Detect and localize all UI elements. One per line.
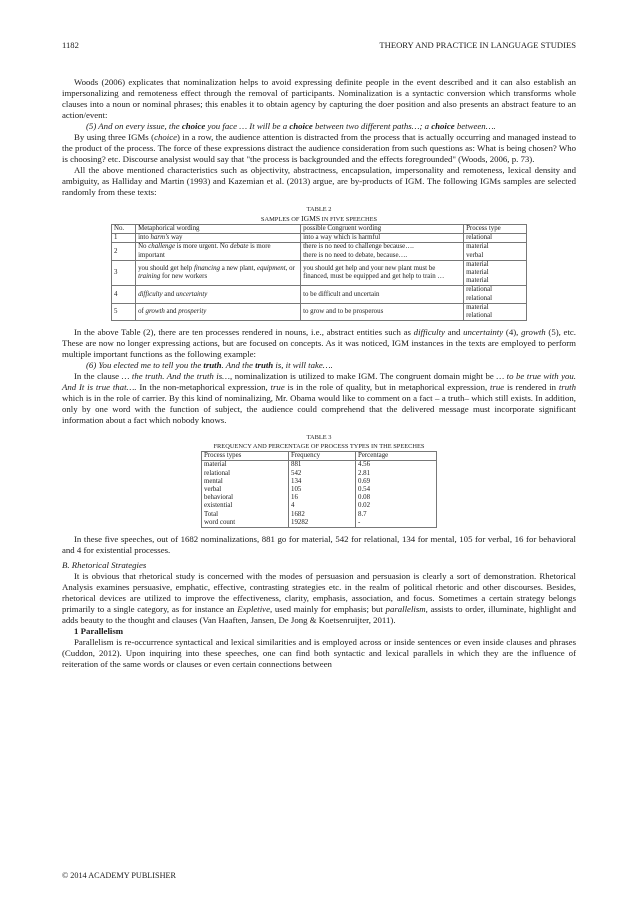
process-type: behavioral [202, 494, 289, 502]
row-number: 4 [112, 286, 136, 303]
frequency: 4 [289, 502, 356, 510]
total-label: Total [202, 511, 289, 519]
table-row [112, 286, 527, 303]
process-type: material relational [464, 303, 527, 320]
example-6: (6) You elected me to tell you the truth. And the truth is, it will take…. [86, 360, 333, 371]
process-type: material [202, 461, 289, 470]
congruent-wording: you should get help and your new plant must be financed, must be equipped and get help to train … [301, 260, 464, 286]
journal-title: THEORY AND PRACTICE IN LANGUAGE STUDIES [379, 40, 576, 50]
table-row [202, 486, 437, 494]
table-row [202, 461, 437, 470]
frequency: 881 [289, 461, 356, 470]
table3-label: TABLE 3 [306, 434, 332, 442]
percentage: 0.69 [356, 478, 437, 486]
metaphorical-wording: difficulty and uncertainty [136, 286, 301, 303]
example-5: (5) And on every issue, the choice you face … It will be a choice between two different paths…; a choice between…. [86, 121, 496, 131]
word-count-value: 19282 [289, 519, 356, 528]
process-type: relational relational [464, 286, 527, 303]
table-row [202, 470, 437, 478]
column-header: Metaphorical wording [136, 225, 301, 234]
page-body [62, 77, 576, 670]
table-row [112, 260, 527, 286]
table2 [111, 224, 527, 321]
paragraph: Parallelism is re-occurrence syntactical and lexical similarities and is employed across or inside sentences or even inside clauses and phrases (Cuddon, 2012). Upon inquiring into these speeches, one can find both syntactic and lexical parallels in which they are the influence of reiteration of the same words or clauses or even certain connections between [62, 637, 576, 670]
sub-heading-parallelism: 1 Parallelism [74, 626, 124, 637]
percentage: 2.81 [356, 470, 437, 478]
congruent-wording: to grow and to be prosperous [301, 303, 464, 320]
paragraph: In the clause … the truth. And the truth is…, nominalization is utilized to make IGM. The congruent domain might be … to be true with you. And It is true that…. In the non-metaphorical expression, true is in the role of quality, but in metaphorical expression, true is rendered in truth which is in the role of carrier. By this kind of nominalizing, Mr. Obama would like to comment on a fact – a truth– which still exists. In addition, only by one word with the function of subject, the audience could comprehend that the delivered message must incorporate significant information about a fact which nobody knows. [62, 371, 577, 426]
percentage: 0.02 [356, 502, 437, 510]
congruent-wording: to be difficult and uncertain [301, 286, 464, 303]
metaphorical-wording: of growth and prosperity [136, 303, 301, 320]
column-header: Process types [202, 452, 289, 461]
table2-title: SAMPLES OF IGMS IN FIVE SPEECHES [260, 213, 378, 223]
process-type: relational [202, 470, 289, 478]
paragraph: Woods (2006) explicates that nominalization helps to avoid expressing definite people in the event described and it can also establish an impersonalizing and remoteness effect through the removal of participants. Nominalization is a syntactic conversion which transforms whole clauses into a noun or nominal phrases; this enables it to obtain agency by capturing the doer position and also presents an abstract feature to an action/event: [62, 77, 576, 120]
table3-caption [62, 434, 576, 451]
process-type: mental [202, 478, 289, 486]
section-heading-b: B. Rhetorical Strategies [62, 560, 147, 571]
table-row [202, 502, 437, 510]
percentage: 0.08 [356, 494, 437, 502]
process-type: existential [202, 502, 289, 510]
process-type: material verbal [464, 243, 527, 260]
frequency: 105 [289, 486, 356, 494]
word-count-label: word count [202, 519, 289, 528]
table-row [202, 494, 437, 502]
table2-label: TABLE 2 [306, 206, 332, 213]
table-total-row [202, 511, 437, 519]
column-header: No. [112, 225, 136, 234]
row-number: 1 [112, 234, 136, 243]
row-number: 2 [112, 243, 136, 260]
column-header: Process type [464, 225, 527, 234]
paragraph: By using three IGMs (choice) in a row, the audience attention is distracted from the process that is actually occurring and managed instead to the product of the process. The force of these expressions distract the audience consideration from such questions as: What is being chosen? Who is choosing? etc. Discourse analysist would say that "the process is backgrounded and the effects foregrounded" (Woods, 2006, p. 73). [62, 132, 576, 164]
table-header-row [202, 452, 437, 461]
paragraph: It is obvious that rhetorical study is concerned with the modes of persuasion and persuasion is clearly a sort of demonstration. Rhetorical Analysis examines persuasive, emphatic, effective, contrasting strategies etc. in the realm of political rhetoric and other discourses. Besides, rhetorical devices are utilized to improve the effectiveness, clarity, emphasis, association, and focus. Sometimes a certain strategy belongs primarily to a single category, as for instance an Expletive, used mainly for emphasis; but parallelism, assists to order, illuminate, highlight and adds beauty to the thought and clauses (Van Haaften, Jansen, De Jong & Koetsenruijter, 2011). [62, 571, 576, 626]
column-header: Percentage [356, 452, 437, 461]
row-number: 3 [112, 260, 136, 286]
table-row [112, 234, 527, 243]
table2-caption [62, 206, 576, 224]
page-number: 1182 [62, 40, 79, 50]
percentage: 0.54 [356, 486, 437, 494]
table-row [202, 478, 437, 486]
row-number: 5 [112, 303, 136, 320]
process-type: material material material [464, 260, 527, 286]
footer-copyright: © 2014 ACADEMY PUBLISHER [62, 871, 176, 880]
paragraph: All the above mentioned characteristics such as objectivity, abstractness, encapsulation, impersonality and remoteness, lexical density and ambiguity, as Halliday and Martin (1993) and Kazemian et al. (2013) argue, are by-products of IGM. The following IGMs samples are selected randomly from these texts: [62, 165, 576, 197]
word-count-percentage: - [356, 519, 437, 528]
metaphorical-wording: into harm's way [136, 234, 301, 243]
congruent-wording: into a way which is harmful [301, 234, 464, 243]
table3 [201, 451, 437, 528]
table-row [112, 243, 527, 260]
frequency: 134 [289, 478, 356, 486]
paragraph: In the above Table (2), there are ten processes rendered in nouns, i.e., abstract entities such as difficulty and uncertainty (4), growth (5), etc. These are now no longer expressing actions, but are focused on concepts. As it was noticed, IGM instances in the texts are employed to perform multiple important functions as the following example: [62, 327, 577, 360]
paragraph: In these five speeches, out of 1682 nominalizations, 881 go for material, 542 for relational, 134 for mental, 105 for verbal, 16 for behavioral and 4 for existential processes. [62, 534, 576, 556]
column-header: possible Congruent wording [301, 225, 464, 234]
congruent-wording: there is no need to challenge because…. there is no need to debate, because…. [301, 243, 464, 260]
process-type: relational [464, 234, 527, 243]
table-row [112, 303, 527, 320]
metaphorical-wording: No challenge is more urgent. No debate is more important [136, 243, 301, 260]
table-wordcount-row [202, 519, 437, 528]
frequency: 542 [289, 470, 356, 478]
table3-title: FREQUENCY AND PERCENTAGE OF PROCESS TYPES IN THE SPEECHES [213, 442, 425, 450]
metaphorical-wording: you should get help financing a new plant, equipment, or training for new workers [136, 260, 301, 286]
column-header: Frequency [289, 452, 356, 461]
process-type: verbal [202, 486, 289, 494]
total-frequency: 1682 [289, 511, 356, 519]
percentage: 4.56 [356, 461, 437, 470]
table-header-row [112, 225, 527, 234]
total-percentage: 8.7 [356, 511, 437, 519]
frequency: 16 [289, 494, 356, 502]
